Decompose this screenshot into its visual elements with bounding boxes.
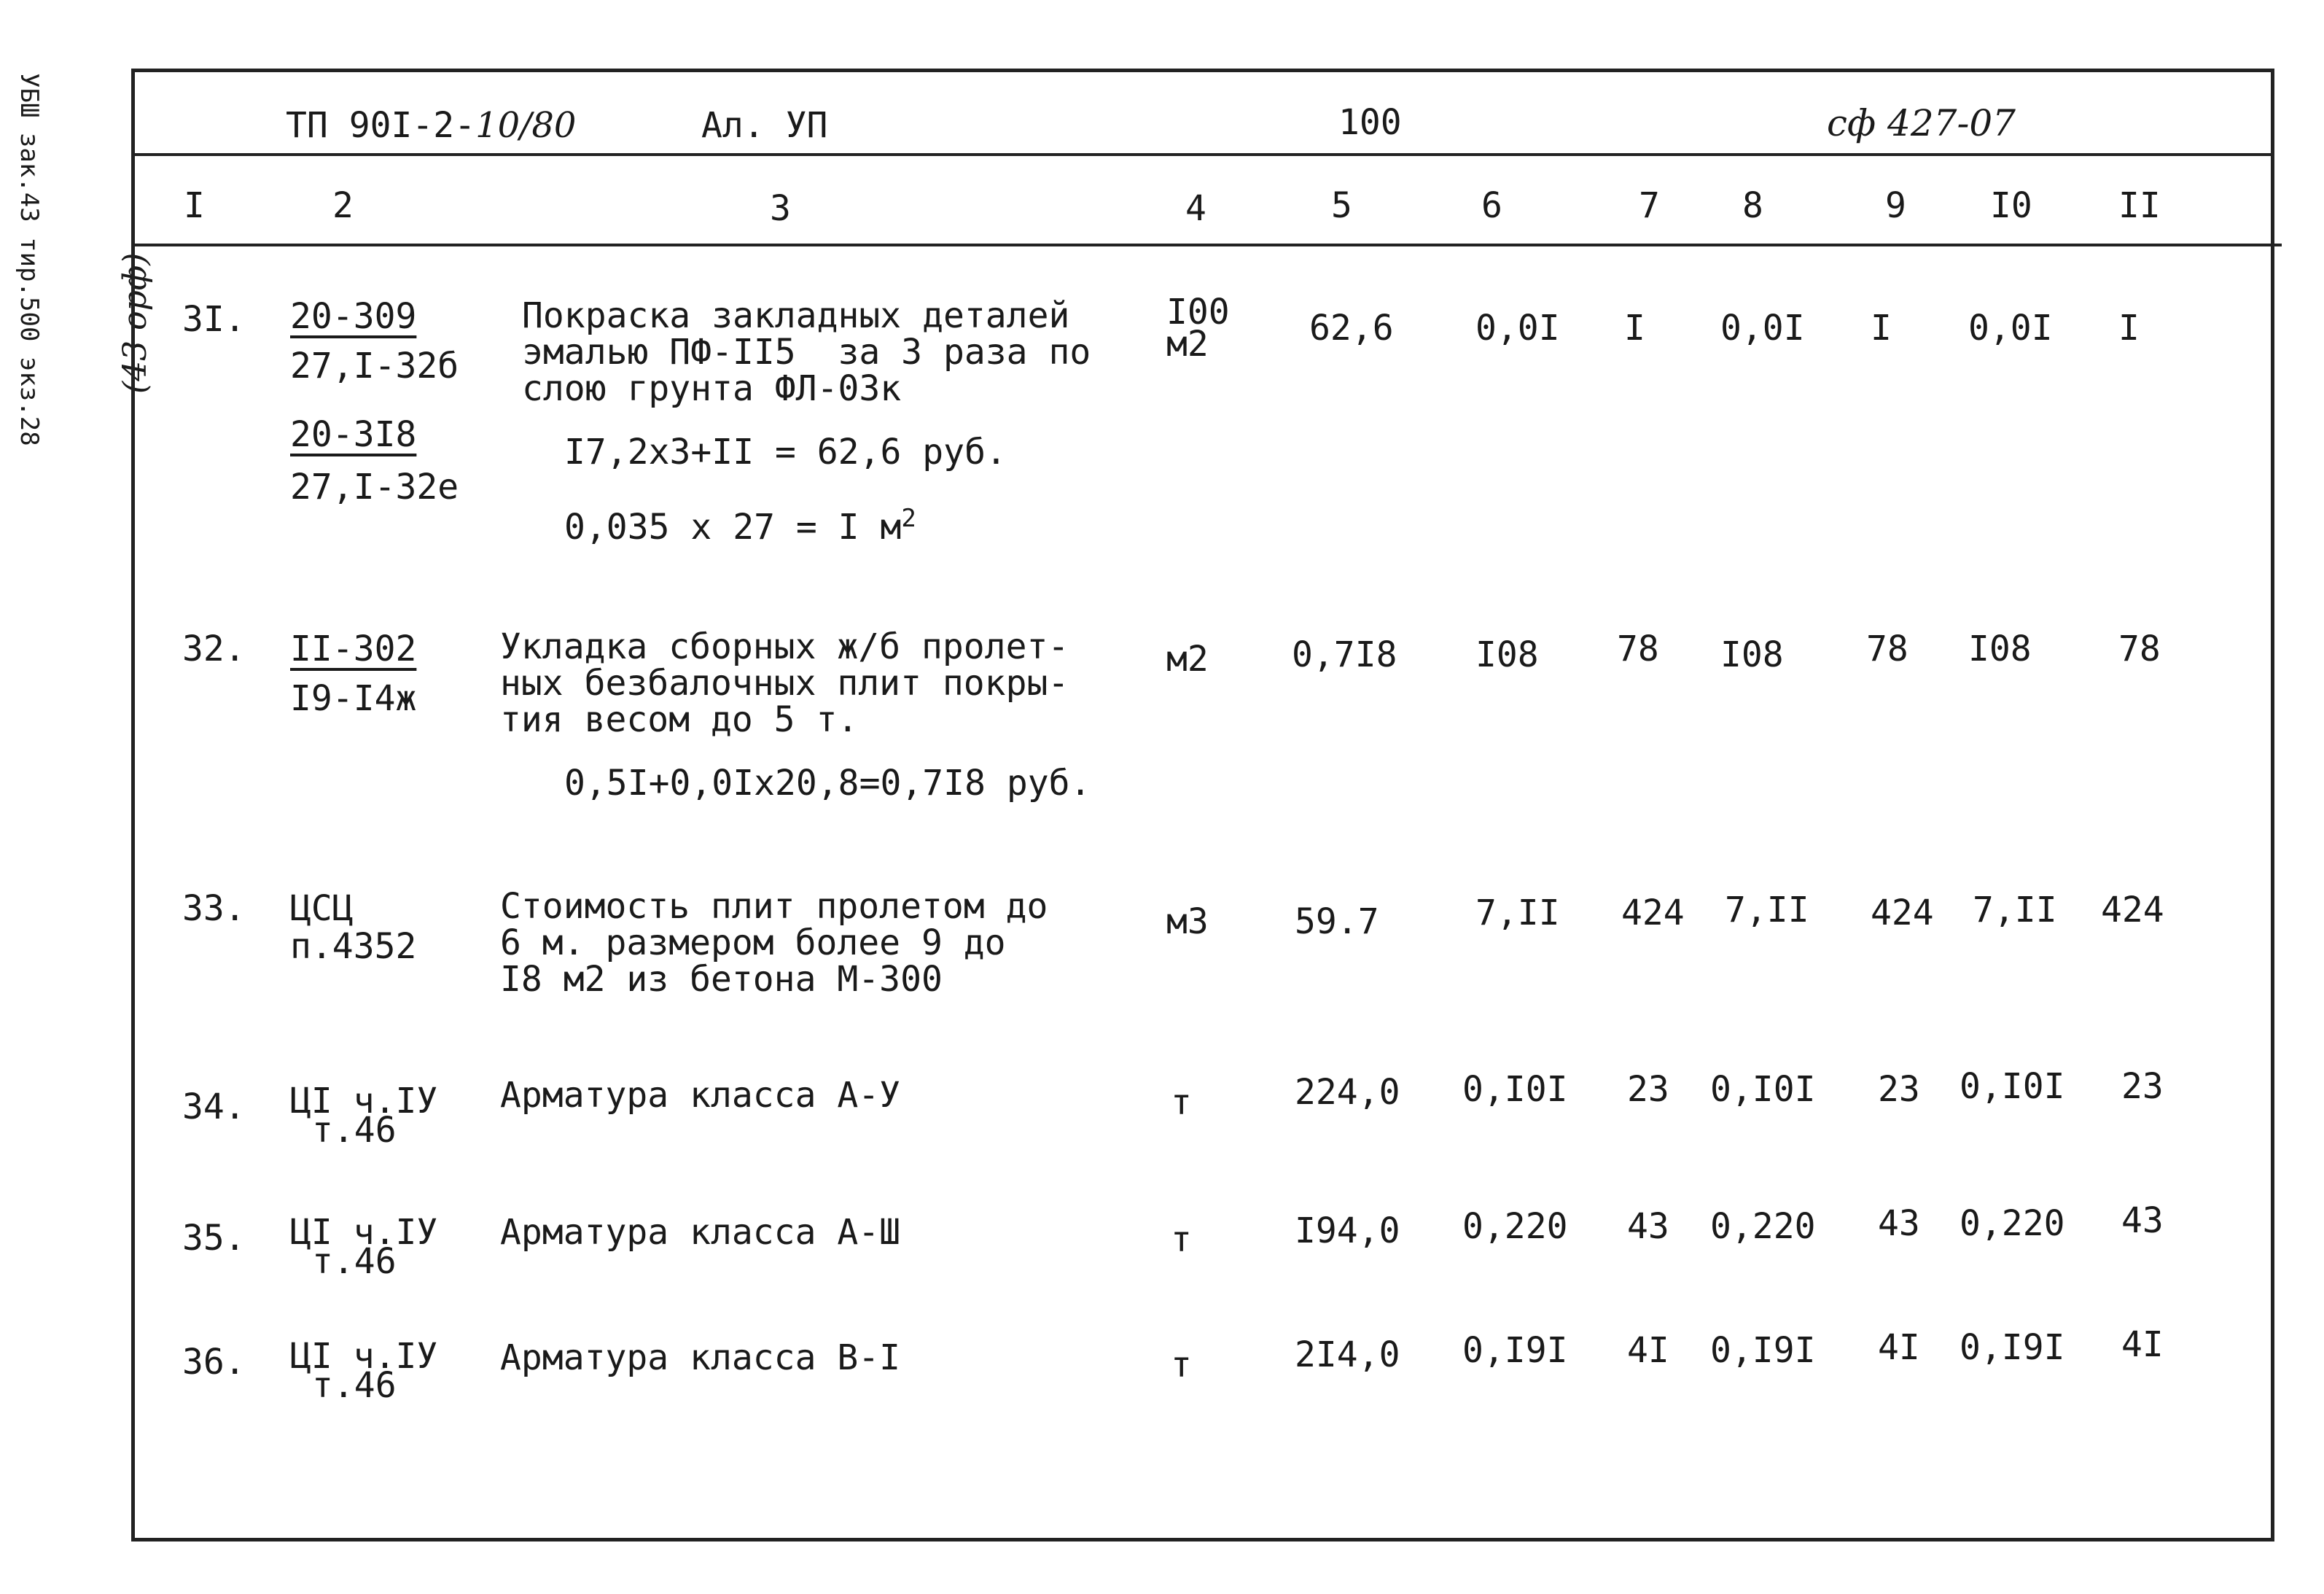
rate-ref: I9-I4ж bbox=[290, 678, 417, 719]
row-number: 3I. bbox=[182, 299, 246, 340]
work-description: Укладка сборных ж/б пролет- ных безбалочных плит покры- тия весом до 5 т. bbox=[500, 626, 1069, 740]
total-a: 4I bbox=[1627, 1330, 1669, 1371]
column-header: 8 bbox=[1742, 185, 1763, 226]
sheet-reference: сф 427-07 bbox=[1827, 102, 2016, 144]
row-number: 36. bbox=[182, 1342, 246, 1383]
unit: I00 м2 bbox=[1166, 292, 1230, 365]
rate-ref: 27,I-32б bbox=[290, 346, 459, 386]
total-a: 424 bbox=[1621, 893, 1685, 933]
total-b: 78 bbox=[1866, 629, 1908, 669]
column-header: II bbox=[2118, 185, 2161, 226]
margin-note: (43 орф) bbox=[117, 252, 154, 394]
work-description: Арматура класса А-У bbox=[500, 1075, 901, 1116]
rate-ref: т.46 bbox=[312, 1365, 397, 1406]
quantity-b: 7,II bbox=[1725, 890, 1809, 930]
quantity-b: 0,I9I bbox=[1710, 1330, 1816, 1371]
sheet-frame bbox=[131, 69, 2274, 1541]
unit-cost: 59.7 bbox=[1295, 901, 1379, 942]
total-b: 23 bbox=[1878, 1069, 1920, 1110]
total-c: I bbox=[2118, 308, 2140, 349]
column-header: 6 bbox=[1481, 185, 1502, 226]
album-label: Ал. УП bbox=[701, 105, 828, 146]
work-description: Покраска закладных деталей эмалью ПФ-II5 за 3 раза по слою грунта ФЛ-03к bbox=[522, 295, 1091, 409]
quantity-a: 0,0I bbox=[1475, 308, 1560, 349]
unit: м2 bbox=[1166, 639, 1209, 680]
area-calculation-exponent: 2 bbox=[901, 504, 916, 533]
total-c: 23 bbox=[2121, 1066, 2164, 1107]
quantity-c: 0,I9I bbox=[1960, 1327, 2065, 1368]
work-description: Арматура класса А-Ш bbox=[500, 1212, 901, 1253]
column-header: 2 bbox=[332, 185, 354, 226]
area-calculation bbox=[564, 504, 916, 548]
column-header: 3 bbox=[770, 188, 791, 229]
quantity-b: I08 bbox=[1720, 634, 1784, 675]
rate-ref: т.46 bbox=[312, 1241, 397, 1282]
row-number: 33. bbox=[182, 888, 246, 929]
quantity-c: 7,II bbox=[1973, 890, 2057, 930]
rate-code: 20-3I8 bbox=[290, 414, 417, 455]
rate-ref: т.46 bbox=[312, 1110, 397, 1151]
quantity-c: I08 bbox=[1968, 629, 2032, 669]
total-c: 424 bbox=[2101, 890, 2164, 930]
work-description: Стоимость плит пролетом до 6 м. размером более 9 до I8 м2 из бетона М-300 bbox=[500, 886, 1048, 1000]
rate-code: ЦI ч.IУ bbox=[290, 1081, 438, 1121]
quantity-c: 0,I0I bbox=[1960, 1066, 2065, 1107]
total-c: 78 bbox=[2118, 629, 2161, 669]
total-a: 23 bbox=[1627, 1069, 1669, 1110]
quantity-b: 0,0I bbox=[1720, 308, 1805, 349]
total-b: 424 bbox=[1871, 893, 1934, 933]
row-number: 34. bbox=[182, 1086, 246, 1127]
header-divider bbox=[131, 153, 2274, 156]
quantity-a: 7,II bbox=[1475, 893, 1560, 933]
quantity-b: 0,220 bbox=[1710, 1206, 1816, 1247]
work-description: Арматура класса В-I bbox=[500, 1337, 901, 1378]
rate-ref: п.4352 bbox=[290, 926, 417, 967]
unit-cost: 224,0 bbox=[1295, 1072, 1400, 1113]
unit: т bbox=[1171, 1345, 1192, 1385]
rate-code: ЦI ч.IУ bbox=[290, 1212, 438, 1253]
quantity-b: 0,I0I bbox=[1710, 1069, 1816, 1110]
unit-cost: 0,7I8 bbox=[1292, 634, 1397, 675]
doc-code-handwritten: 10/80 bbox=[475, 105, 577, 146]
unit: т bbox=[1171, 1219, 1192, 1260]
unit-cost: 2I4,0 bbox=[1295, 1334, 1400, 1375]
rate-code: ЦI ч.IУ bbox=[290, 1336, 438, 1377]
column-header-divider bbox=[131, 244, 2282, 246]
rate-ref: 27,I-32е bbox=[290, 467, 459, 508]
rate-code: 20-309 bbox=[290, 296, 417, 337]
total-b: I bbox=[1871, 308, 1892, 349]
doc-code-prefix: ТП 90I-2- bbox=[286, 105, 476, 146]
doc-code bbox=[286, 105, 577, 146]
total-b: 4I bbox=[1878, 1327, 1920, 1368]
column-header: 9 bbox=[1885, 185, 1906, 226]
quantity-c: 0,0I bbox=[1968, 308, 2053, 349]
quantity-a: I08 bbox=[1475, 634, 1539, 675]
unit-cost: 62,6 bbox=[1309, 308, 1394, 349]
column-header: I0 bbox=[1990, 185, 2032, 226]
quantity-a: 0,I9I bbox=[1462, 1330, 1568, 1371]
unit-cost: I94,0 bbox=[1295, 1210, 1400, 1251]
rate-code: ЦСЦ bbox=[290, 888, 354, 929]
total-c: 4I bbox=[2121, 1324, 2164, 1365]
total-a: I bbox=[1624, 308, 1645, 349]
total-c: 43 bbox=[2121, 1200, 2164, 1241]
rate-code: II-302 bbox=[290, 629, 417, 669]
quantity-a: 0,I0I bbox=[1462, 1069, 1568, 1110]
column-header: 5 bbox=[1331, 185, 1352, 226]
row-number: 32. bbox=[182, 629, 246, 669]
column-header: I bbox=[184, 185, 205, 226]
cost-calculation: 0,5I+0,0Iх20,8=0,7I8 руб. bbox=[564, 763, 1091, 804]
column-header: 7 bbox=[1639, 185, 1660, 226]
quantity-a: 0,220 bbox=[1462, 1206, 1568, 1247]
cost-calculation: I7,2х3+II = 62,6 руб. bbox=[564, 432, 1007, 473]
page-number: 100 bbox=[1338, 102, 1402, 143]
quantity-c: 0,220 bbox=[1960, 1203, 2065, 1244]
total-b: 43 bbox=[1878, 1203, 1920, 1244]
total-a: 78 bbox=[1617, 629, 1659, 669]
total-a: 43 bbox=[1627, 1206, 1669, 1247]
row-number: 35. bbox=[182, 1218, 246, 1259]
column-header: 4 bbox=[1185, 188, 1206, 229]
unit: м3 bbox=[1166, 901, 1209, 942]
margin-stamp: УБШ зак.43 тир.500 экз.28 bbox=[15, 73, 44, 446]
unit: т bbox=[1171, 1082, 1192, 1123]
area-calculation-text: 0,035 х 27 = I м bbox=[564, 507, 902, 548]
